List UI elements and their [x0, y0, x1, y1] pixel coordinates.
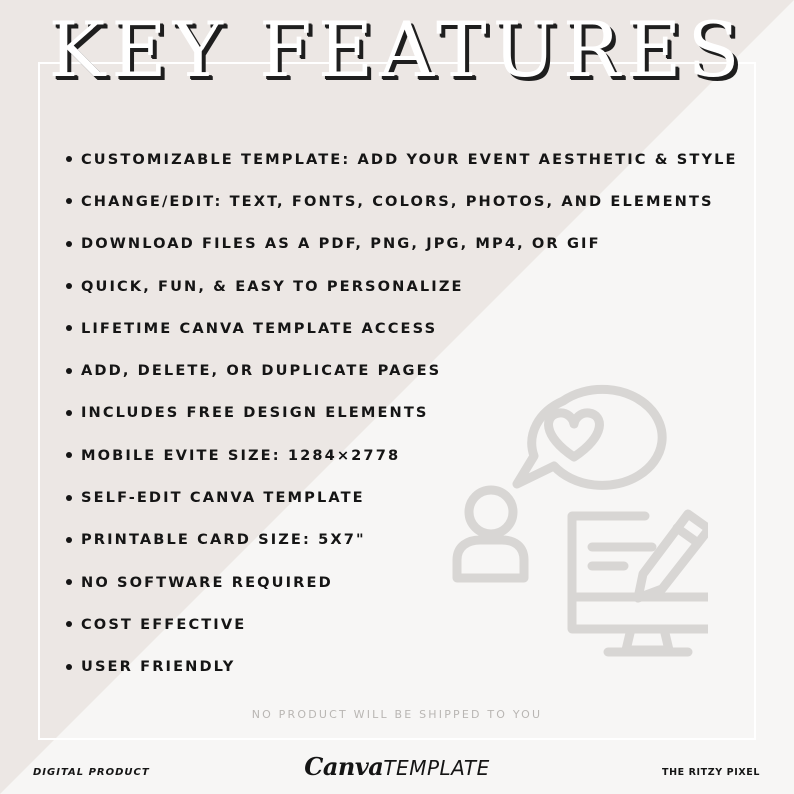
digital-product-label: DIGITAL PRODUCT — [33, 767, 150, 778]
list-item — [66, 223, 738, 265]
feature-text: CHANGE/EDIT: TEXT, FONTS, COLORS, PHOTOS, AND ELEMENTS — [81, 192, 714, 210]
feature-text: ADD, DELETE, OR DUPLICATE PAGES — [81, 362, 442, 380]
bullet-icon — [66, 664, 72, 670]
list-item — [66, 180, 738, 222]
list-item — [66, 138, 738, 180]
feature-text: LIFETIME CANVA TEMPLATE ACCESS — [81, 319, 438, 337]
shipping-note: NO PRODUCT WILL BE SHIPPED TO YOU — [251, 708, 543, 721]
feature-text: COST EFFECTIVE — [81, 615, 247, 633]
list-item — [66, 476, 738, 518]
feature-text: QUICK, FUN, & EASY TO PERSONALIZE — [81, 277, 464, 295]
list-item — [66, 646, 738, 688]
feature-list — [66, 138, 738, 688]
bullet-icon — [66, 495, 72, 501]
list-item — [66, 603, 738, 645]
bullet-icon — [66, 283, 72, 289]
feature-text: NO SOFTWARE REQUIRED — [81, 573, 333, 591]
list-item — [66, 519, 738, 561]
list-item — [66, 561, 738, 603]
template-wordmark: TEMPLATE — [383, 756, 490, 780]
list-item — [66, 349, 738, 391]
bullet-icon — [66, 452, 72, 458]
shop-name: THE RITZY PIXEL — [662, 767, 760, 778]
bullet-icon — [66, 621, 72, 627]
canva-wordmark: Canva — [304, 752, 384, 781]
bullet-icon — [66, 368, 72, 374]
list-item — [66, 265, 738, 307]
page-title: KEY FEATURES — [48, 5, 746, 94]
bullet-icon — [66, 325, 72, 331]
bullet-icon — [66, 410, 72, 416]
feature-text: INCLUDES FREE DESIGN ELEMENTS — [81, 404, 429, 422]
feature-text: CUSTOMIZABLE TEMPLATE: ADD YOUR EVENT AESTHETIC & STYLE — [81, 150, 738, 168]
feature-text: SELF-EDIT CANVA TEMPLATE — [81, 489, 365, 507]
bullet-icon — [66, 537, 72, 543]
feature-text: MOBILE EVITE SIZE: 1284×2778 — [81, 446, 401, 464]
list-item — [66, 307, 738, 349]
feature-text: PRINTABLE CARD SIZE: 5X7" — [81, 531, 366, 549]
list-item — [66, 434, 738, 476]
bullet-icon — [66, 156, 72, 162]
list-item — [66, 392, 738, 434]
feature-text: DOWNLOAD FILES AS A PDF, PNG, JPG, MP4, OR GIF — [81, 235, 601, 253]
bullet-icon — [66, 241, 72, 247]
feature-text: USER FRIENDLY — [81, 658, 236, 676]
bullet-icon — [66, 198, 72, 204]
bullet-icon — [66, 579, 72, 585]
